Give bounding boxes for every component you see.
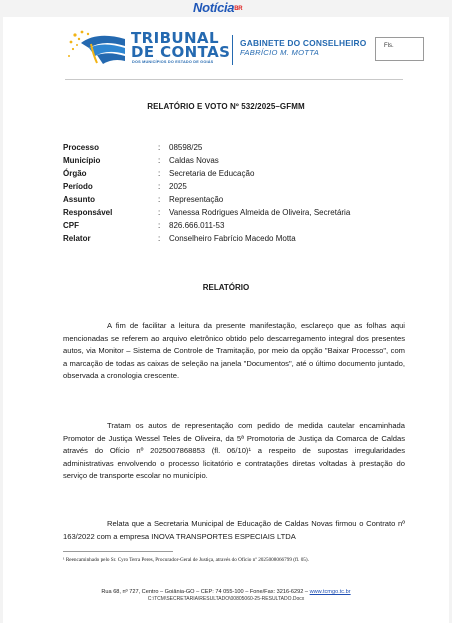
footer-address-text: Rua 68, nº 727, Centro – Goiânia-GO – CEP: 74 055-100 – Fone/Fax: 3216-6292 – [101,589,310,595]
field-label: Período [63,182,93,191]
fls-box [375,37,424,61]
field-label: Responsável [63,208,113,217]
paragraph-text: Tratam os autos de representação com pedido de medida cautelar encaminhada Promotor de Justiça Wessel Teles de Oliveira, da 5ª Promotoria de Justiça da Comarca de Caldas através do Ofício nº 2025007868853 (fl. 06/10)¹ a respeito de supostas irregularidades administrativas envolvendo o processo licitatório e contratações diretas voltadas à prestação do serviço de transporte escolar no município. [63,421,405,481]
field-colon: : [158,182,161,191]
field-label: Município [63,156,101,165]
field-label: CPF [63,221,79,230]
field-colon: : [158,169,161,178]
field-value: 2025 [169,182,187,191]
gabinete-label: GABINETE DO CONSELHEIRO [240,38,367,48]
conselheiro-name: FABRÍCIO M. MOTTA [240,48,320,57]
field-colon: : [158,143,161,152]
document-title: RELATÓRIO E VOTO Nº 532/2025–GFMM [147,102,305,111]
field-label: Relator [63,234,91,243]
field-colon: : [158,221,161,230]
header-rule [65,79,403,80]
logo-subtitle: DOS MUNICÍPIOS DO ESTADO DE GOIÁS [132,60,214,64]
field-value: Representação [169,195,224,204]
field-colon: : [158,234,161,243]
field-colon: : [158,195,161,204]
field-value: 826.666.011-53 [169,221,225,230]
watermark-suffix: BR [234,6,243,12]
watermark-brand: Notícia [193,0,235,15]
watermark-logo [193,0,242,15]
fls-label: Fls. [384,43,394,49]
header-divider [232,35,233,65]
logo-title-line2: DE CONTAS [131,43,231,61]
watermark-bar [0,0,452,18]
footnote: ¹ Reencaminhado pelo Sr. Cyro Terra Peres, Procurador-Geral de Justiça, através do Ofício nº 2025008066799 (fl. 05). [63,557,309,563]
field-label: Processo [63,143,100,152]
paragraph [63,518,405,543]
paragraph-text: A fim de facilitar a leitura da presente manifestação, esclareço que as folhas aqui mencionadas se referem ao arquivo eletrônico obtido pelo descarregamento integral dos presentes autos, via Monitor – Sistema de Controle de Tramitação, por meio da opção "Baixar Processo", com a marcação de todas as caixas de seleção na janela "Documentos", até o último documento juntado, observada a cronologia crescente. [63,321,405,381]
section-title: RELATÓRIO [202,283,250,292]
footer-file-path: C:\TCM\SECRETARIA\RESULTADO\00805060-25-RESULTADO.Docx [147,596,305,602]
field-value: Vanessa Rodrigues Almeida de Oliveira, Secretária [169,208,351,217]
footer-website-link[interactable]: www.tcmgo.tc.br [309,589,351,595]
logo-title-line1: TRIBUNAL [131,29,219,47]
field-value: Caldas Novas [169,156,219,165]
logo-title [131,31,230,59]
paragraph [63,420,405,483]
field-value: Secretaria de Educação [169,169,255,178]
field-value: 08598/25 [169,143,203,152]
footnote-rule [63,551,173,552]
paragraph-text: Relata que a Secretaria Municipal de Educação de Caldas Novas firmou o Contrato nº 163/2022 com a empresa INOVA TRANSPORTES ESPECIAIS LTDA [63,519,405,541]
tcm-logo-icon [67,29,129,69]
field-colon: : [158,156,161,165]
field-colon: : [158,208,161,217]
paragraph [63,320,405,383]
field-label: Órgão [63,169,87,178]
field-value: Conselheiro Fabrício Macedo Motta [169,234,296,243]
field-label: Assunto [63,195,95,204]
footer-address [0,589,452,595]
